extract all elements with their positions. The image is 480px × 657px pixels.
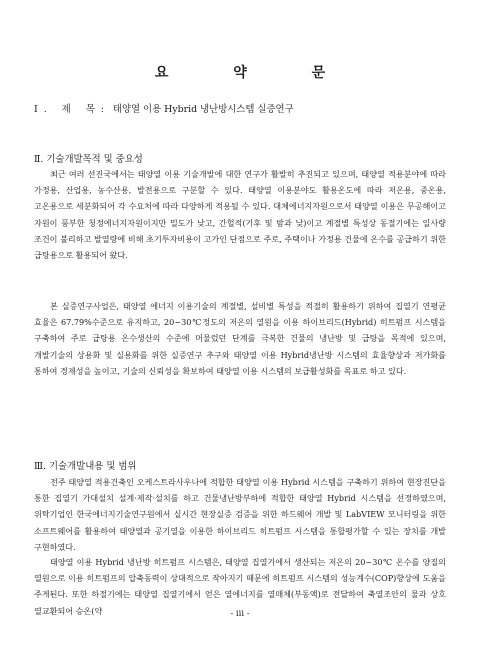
page-title: 요 약 문 [154,65,356,81]
section-heading-purpose: Ⅱ. 기술개발목적 및 중요성 [34,154,143,165]
paragraph-purpose-1: 최근 여러 선진국에서는 태양열 이용 기술개발에 대한 연구가 활발히 추진되고 있으며, 태양열 적용분야에 따라 가정용, 산업용, 농수산용, 발전용으로 구분할 수 있다. 태양열 이용분야도 활용온도에 따라 저온용, 중온용, 고온용으로 세분화되어 각 수요처에 따라 다양하게 적용될 수 있다. 대체에너지자원으로서 태양열 이용은 무공해이고 자원이 풍부한 청정에너지자원이지만 밀도가 낮고, 간헐적(기후 및 밤과 낮)이고 계절별 특성상 동절기에는 일사량 조건이 불리하고 발열량에 비해 초기투자비용이 고가인 단점으로 주로, 주택이나 가정용 건물에 온수를 공급하기 위한 급탕용으로 활용되어 왔다. [34,169,446,261]
subject-label: Ⅰ. 제 목: [34,104,110,115]
paragraph-content-2: 태양열 이용 Hybrid 냉난방 히트펌프 시스템은, 태양열 집열기에서 생산되는 저온의 20~30℃ 온수를 양질의 열원으로 이용 히트펌프의 압축동력이 상대적으로 작아지기 때문에 히트펌프 시스템의 성능계수(COP)향상에 도움을 주게된다. 또한 하절기에는 태양열 집열기에서 얻은 열에너지를 열매체(부동액)로 전달하여 축열조안의 물과 상호 열교환되어 승온(약 [34,557,446,616]
subject-line [34,101,294,115]
subject-text: 태양열 이용 Hybrid 냉난방시스템 실증연구 [112,104,294,115]
page-number: - iii - [230,609,250,619]
paragraph-content-1: 전주 태양열 적용건축인 오케스트라사우나에 적합한 태양열 이용 Hybrid 시스템을 구축하기 위하여 현장진단을 통한 집열기 가대설치 설계·제작·설치를 하고 건물냉난방부하에 적합한 태양열 Hybrid 시스템을 선정하였으며, 위탁기업인 한국에너지기술연구원에서 실시간 현장실증 검증을 위한 하드웨어 개발 및 LabVIEW 모니터링을 위한 소프트웨어를 활용하여 태양열과 공기열을 이용한 하이브리드 히트펌프 시스템을 통합평가할 수 있는 장치를 개발 구현하였다. [34,477,446,552]
paragraph-purpose-2: 본 실증연구사업은, 태양열 에너지 이용기술의 계절별, 설비별 특성을 적절히 활용하기 위하여 집열기 연평균 효율은 67.79%수준으로 유지하고, 20~30℃정도의 저온의 열원을 이용 하이브리드(Hybrid) 히트펌프 시스템을 구축하여 주로 급탕용 온수생산의 수준에 머물렀던 단계를 극복한 건물의 냉난방 및 급탕을 목적에 있으며, 개발기술의 상용화 및 실용화를 위한 실증연구 추구와 태양열 이용 Hybrid냉난방 시스템의 효율향상과 저가화를 통하여 경제성을 높이고, 기술의 신뢰성을 확보하여 태양열 이용 시스템의 보급활성화를 목표로 하고 있다. [34,301,446,376]
section-heading-content: Ⅲ. 기술개발내용 및 범위 [34,461,137,472]
